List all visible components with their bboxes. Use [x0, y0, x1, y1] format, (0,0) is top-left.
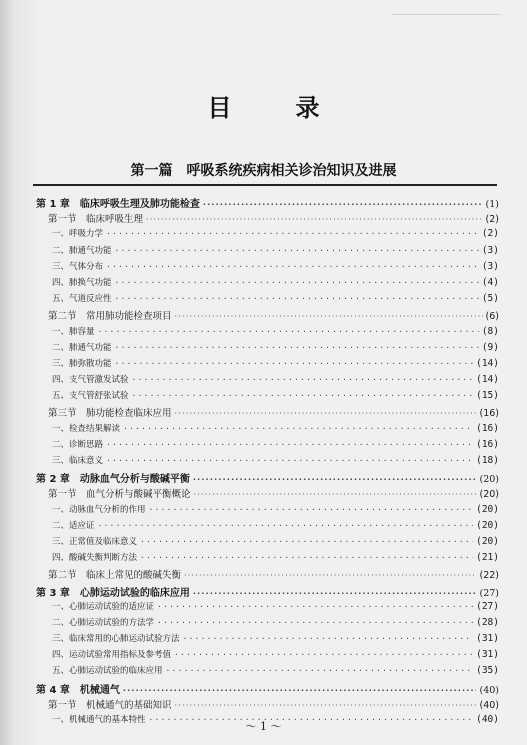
- dot-leader: [194, 490, 477, 499]
- toc-entry-label: 第二节 临床上常见的酸碱失衡: [48, 570, 182, 582]
- toc-entry-page: (40): [479, 699, 499, 711]
- toc-entry-page: (31): [476, 649, 499, 661]
- toc-section-row[interactable]: [36, 211, 499, 227]
- toc-entry-page: (2): [485, 214, 499, 226]
- toc-chapter-row[interactable]: [36, 195, 499, 211]
- toc-entry-page: (14): [476, 357, 499, 369]
- toc-entry-label: 一、动脉血气分析的作用: [52, 504, 146, 515]
- toc-entry-page: (20): [479, 474, 499, 486]
- toc-entry-page: (15): [476, 390, 499, 402]
- toc-entry-label: 二、肺通气功能: [52, 342, 112, 353]
- toc-entry-label: 二、心肺运动试验的方法学: [52, 617, 155, 628]
- dot-leader: [193, 475, 477, 484]
- toc-item-row[interactable]: [36, 519, 499, 535]
- toc-entry-page: (1): [485, 199, 499, 210]
- part-title: 第一篇 呼吸系统疾病相关诊治知识及进展: [130, 163, 397, 179]
- toc-entry-page: (20): [476, 503, 499, 515]
- toc-item-row[interactable]: [36, 648, 499, 664]
- toc-item-row[interactable]: [36, 373, 499, 389]
- table-of-contents: [36, 195, 499, 729]
- toc-entry-page: (20): [476, 519, 499, 531]
- toc-entry-page: (2): [481, 228, 499, 240]
- toc-entry-label: 三、肺弥散功能: [52, 358, 112, 369]
- toc-item-row[interactable]: [36, 292, 499, 308]
- dot-leader: [115, 246, 479, 255]
- toc-entry-page: (40): [479, 684, 499, 696]
- dot-leader: [203, 200, 483, 209]
- toc-item-row[interactable]: [36, 227, 499, 243]
- dot-leader: [132, 391, 474, 400]
- toc-entry-page: (14): [476, 374, 499, 386]
- toc-entry-page: (40): [476, 714, 499, 725]
- dot-leader: [140, 537, 473, 546]
- toc-item-row[interactable]: [36, 422, 499, 438]
- dot-leader: [157, 602, 473, 611]
- toc-item-row[interactable]: [36, 260, 499, 276]
- dot-leader: [184, 571, 476, 580]
- toc-entry-label: 第一节 机械通气的基础知识: [48, 699, 172, 711]
- dot-leader: [115, 359, 474, 368]
- toc-entry-page: (22): [479, 570, 499, 582]
- dot-leader: [157, 618, 473, 627]
- toc-item-row[interactable]: [36, 341, 499, 357]
- dot-leader: [98, 521, 474, 530]
- toc-entry-page: (27): [479, 587, 499, 599]
- dot-leader: [106, 229, 479, 238]
- toc-entry-page: (3): [481, 244, 499, 256]
- toc-entry-label: 三、临床常用的心肺运动试验方法: [52, 634, 180, 645]
- toc-section-row[interactable]: [36, 405, 499, 421]
- toc-entry-label: 一、心肺运动试验的适应证: [52, 601, 155, 612]
- toc-item-row[interactable]: [36, 357, 499, 373]
- toc-item-row[interactable]: [36, 600, 499, 616]
- toc-entry-label: 第一节 临床呼吸生理: [48, 214, 144, 226]
- toc-entry-label: 五、支气管舒张试验: [52, 391, 129, 402]
- dot-leader: [175, 701, 477, 710]
- toc-entry-page: (16): [479, 408, 499, 420]
- toc-entry-label: 五、气道反应性: [52, 294, 112, 305]
- dot-leader: [98, 327, 479, 336]
- dot-leader: [166, 666, 474, 675]
- dot-leader: [115, 343, 479, 352]
- toc-entry-label: 四、肺换气功能: [52, 277, 112, 288]
- toc-entry-page: (20): [476, 535, 499, 547]
- toc-entry-label: 三、临床意义: [52, 456, 104, 466]
- dot-leader: [132, 375, 474, 384]
- dot-leader: [115, 294, 479, 303]
- toc-entry-label: 五、心肺运动试验的临床应用: [52, 666, 163, 677]
- toc-entry-label: 一、检查结果解读: [52, 423, 121, 434]
- toc-entry-page: (27): [476, 600, 499, 612]
- toc-entry-label: 一、肺容量: [52, 326, 95, 337]
- dot-leader: [106, 262, 479, 271]
- toc-entry-label: 三、正常值及临床意义: [52, 536, 138, 547]
- toc-entry-label: 一、机械通气的基本特性: [52, 715, 146, 725]
- toc-entry-label: 第二节 常用肺功能检查项目: [48, 311, 172, 323]
- toc-entry-page: (21): [476, 552, 499, 564]
- toc-item-row[interactable]: [36, 551, 499, 567]
- dot-leader: [146, 215, 483, 224]
- dot-leader: [175, 409, 477, 418]
- toc-entry-label: 四、酸碱失衡判断方法: [52, 553, 138, 564]
- toc-entry-label: 第 3 章 心肺运动试验的临床应用: [36, 587, 190, 599]
- toc-entry-page: (20): [479, 489, 499, 501]
- dot-leader: [106, 440, 473, 449]
- dot-leader: [140, 553, 473, 562]
- toc-section-row[interactable]: [36, 697, 499, 713]
- toc-chapter-row[interactable]: [36, 470, 499, 486]
- toc-entry-label: 二、肺通气功能: [52, 245, 112, 256]
- toc-entry-page: (16): [476, 438, 499, 450]
- page-title: 目 录: [207, 94, 340, 122]
- toc-entry-page: (6): [485, 311, 499, 323]
- toc-item-row[interactable]: [36, 244, 499, 260]
- toc-entry-label: 第 2 章 动脉血气分析与酸碱平衡: [36, 474, 190, 486]
- toc-item-row[interactable]: [36, 389, 499, 405]
- toc-entry-page: (18): [476, 455, 499, 466]
- toc-entry-label: 四、运动试验常用指标及参考值: [52, 650, 172, 661]
- toc-item-row[interactable]: [36, 664, 499, 680]
- toc-item-row[interactable]: [36, 535, 499, 551]
- toc-chapter-row[interactable]: [36, 681, 499, 697]
- toc-entry-page: (9): [481, 341, 499, 353]
- toc-item-row[interactable]: [36, 503, 499, 519]
- part-divider: [33, 184, 497, 186]
- toc-entry-label: 四、支气管激发试验: [52, 375, 129, 386]
- toc-entry-label: 二、适应证: [52, 520, 95, 531]
- toc-entry-page: (5): [481, 293, 499, 305]
- dot-leader: [149, 505, 474, 514]
- toc-entry-label: 第一节 血气分析与酸碱平衡概论: [48, 489, 191, 501]
- dot-leader: [123, 424, 473, 433]
- toc-entry-page: (28): [476, 616, 499, 628]
- toc-entry-page: (31): [476, 633, 499, 645]
- dot-leader: [193, 589, 477, 598]
- dot-leader: [183, 634, 474, 643]
- toc-entry-label: 第 4 章 机械通气: [36, 684, 120, 696]
- toc-entry-page: (35): [476, 665, 499, 677]
- toc-item-row[interactable]: [36, 632, 499, 648]
- toc-entry-label: 三、气体分布: [52, 261, 104, 272]
- toc-section-row[interactable]: [36, 486, 499, 502]
- dot-leader: [106, 456, 473, 465]
- toc-entry-label: 一、呼吸力学: [52, 229, 104, 240]
- toc-item-row[interactable]: [36, 454, 499, 470]
- toc-item-row[interactable]: [36, 276, 499, 292]
- dot-leader: [174, 650, 473, 659]
- toc-entry-label: 第 1 章 临床呼吸生理及肺功能检查: [36, 199, 200, 210]
- toc-item-row[interactable]: [36, 438, 499, 454]
- toc-entry-label: 二、诊断思路: [52, 439, 104, 450]
- toc-item-row[interactable]: [36, 616, 499, 632]
- toc-entry-page: (3): [481, 260, 499, 272]
- toc-entry-page: (8): [481, 325, 499, 337]
- toc-section-row[interactable]: [36, 567, 499, 583]
- toc-entry-page: (16): [476, 422, 499, 434]
- toc-entry-page: (4): [481, 276, 499, 288]
- dot-leader: [115, 278, 479, 287]
- toc-section-row[interactable]: [36, 308, 499, 324]
- header-bleed-through: [391, 8, 501, 15]
- dot-leader: [175, 312, 483, 321]
- toc-item-row[interactable]: [36, 325, 499, 341]
- toc-entry-label: 第三节 肺功能检查临床应用: [48, 408, 172, 420]
- dot-leader: [123, 686, 477, 695]
- toc-chapter-row[interactable]: [36, 584, 499, 600]
- page-number-footer: ～ 1 ～: [245, 720, 282, 733]
